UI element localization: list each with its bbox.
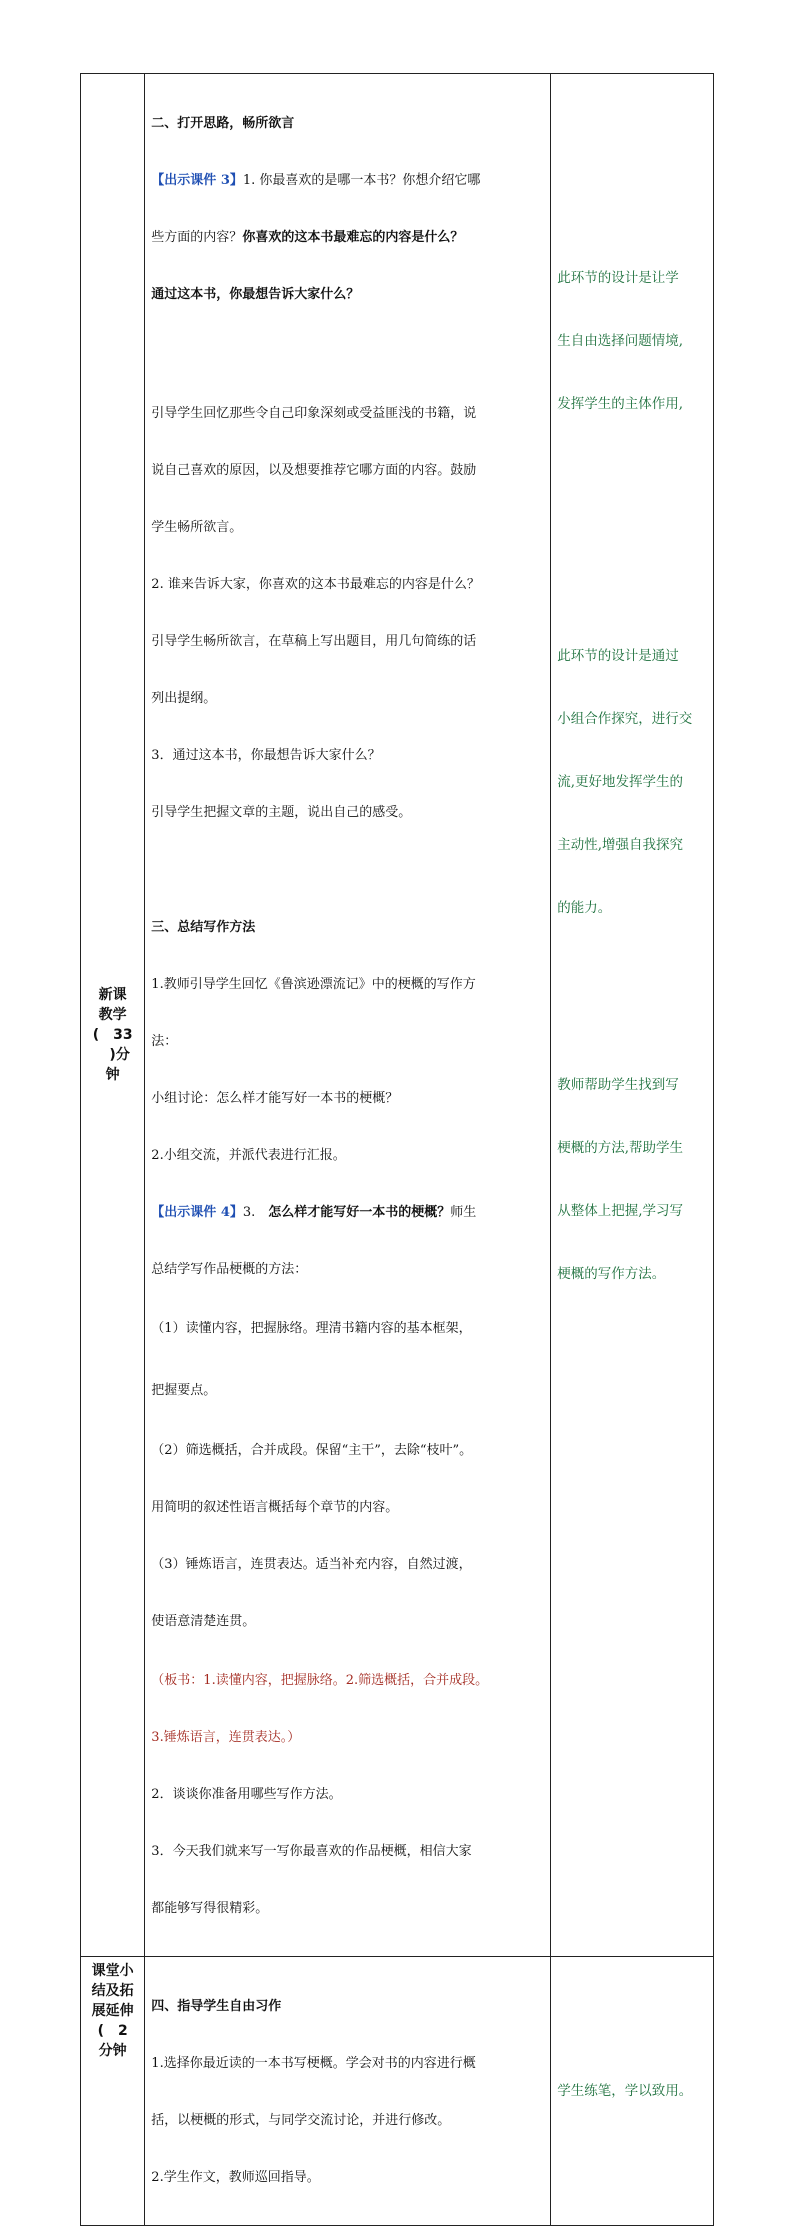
stage-cell-summary (81, 1957, 145, 2226)
courseware-tag: 【出示课件 3】 (151, 173, 243, 188)
paragraph-line: 2.小组交流，并派代表进行汇报。 (151, 1148, 346, 1163)
paragraph-line: 2. 谁来告诉大家，你喜欢的这本书最难忘的内容是什么？ (151, 577, 480, 592)
paragraph-line: 括，以梗概的形式，与同学交流讨论，并进行修改。 (151, 2113, 451, 2128)
note-line: 流,更好地发挥学生的 (557, 774, 684, 790)
content-cell-summary (145, 1957, 551, 2226)
blackboard-note: 3.锤炼语言，连贯表达。） (151, 1730, 301, 1745)
table-row (81, 1957, 714, 2226)
question-text: 些方面的内容？ (151, 230, 243, 245)
note-line: 此环节的设计是让学 (557, 270, 679, 286)
design-note-cell (551, 74, 714, 1957)
note-line: 生自由选择问题情境, (557, 333, 684, 349)
paragraph-line: 都能够写得很精彩。 (151, 1901, 269, 1916)
note-line: 梗概的写作方法。 (557, 1266, 666, 1282)
stage-duration: ( 2 (97, 2023, 128, 2039)
note-line: 主动性,增强自我探究 (557, 837, 684, 853)
question-bold: 通过这本书，你最想告诉大家什么？ (151, 287, 360, 302)
method-line: （2）筛选概括，合并成段。保留“主干”，去除“枝叶”。 (151, 1443, 473, 1458)
paragraph-line: 2.学生作文，教师巡回指导。 (151, 2170, 320, 2185)
paragraph-line: 3．今天我们就来写一写你最喜欢的作品梗概，相信大家 (151, 1844, 472, 1859)
design-note (557, 1003, 709, 1327)
section-heading: 四、指导学生自由习作 (151, 1999, 282, 2014)
section-heading: 二、打开思路，畅所欲言 (151, 116, 295, 131)
courseware-tag: 【出示课件 4】 (151, 1205, 243, 1220)
note-line: 小组合作探究，进行交 (557, 711, 693, 727)
paragraph-line: 小组讨论：怎么样才能写好一本书的梗概？ (151, 1091, 399, 1106)
design-note: 学生练笔，学以致用。 (557, 2082, 693, 2099)
design-note (557, 499, 709, 961)
lesson-plan-table (80, 73, 714, 2226)
question-text: 师生 (450, 1205, 477, 1220)
stage-label: 课堂小 (91, 1963, 134, 1979)
question-line (151, 171, 550, 190)
stage-label: 新课 (98, 987, 127, 1003)
method-line: 用简明的叙述性语言概括每个章节的内容。 (151, 1500, 399, 1515)
paragraph-line: 2．谈谈你准备用哪些写作方法。 (151, 1787, 342, 1802)
paragraph-line: 总结学写作品梗概的方法： (151, 1262, 308, 1277)
blackboard-note: （板书：1.读懂内容，把握脉络。2.筛选概括，合并成段。 (151, 1673, 489, 1688)
method-line: 使语意清楚连贯。 (151, 1614, 256, 1629)
method-line: （1）读懂内容，把握脉络。理清书籍内容的基本框架， (151, 1321, 472, 1336)
table-row (81, 74, 714, 1957)
question-line (151, 1203, 550, 1222)
question-bold: 怎么样才能写好一本书的梗概？ (268, 1205, 451, 1220)
stage-label: 展延伸 (91, 2003, 134, 2019)
note-line: 发挥学生的主体作用, (557, 396, 684, 412)
paragraph-line: 引导学生把握文章的主题，说出自己的感受。 (151, 805, 412, 820)
method-line: 把握要点。 (151, 1383, 217, 1398)
note-line: 的能力。 (557, 900, 612, 916)
note-line: 梗概的方法,帮助学生 (557, 1140, 684, 1156)
question-text: 1. 你最喜欢的是哪一本书？你想介绍它哪 (242, 173, 481, 188)
stage-duration: )分 (95, 1047, 130, 1063)
stage-label: 结及拓 (91, 1983, 134, 1999)
design-note-cell (551, 1957, 714, 2226)
method-line: （3）锤炼语言，连贯表达。适当补充内容，自然过渡， (151, 1557, 472, 1572)
stage-label: 钟 (105, 1067, 120, 1083)
question-line (151, 228, 550, 247)
question-bold: 你喜欢的这本书最难忘的内容是什么？ (242, 230, 464, 245)
content-cell-new-lesson (145, 74, 551, 1957)
paragraph-line: 1.教师引导学生回忆《鲁滨逊漂流记》中的梗概的写作方 (151, 977, 476, 992)
stage-label: 教学 (98, 1007, 127, 1023)
paragraph-line: 法： (151, 1034, 178, 1049)
paragraph-line: 学生畅所欲言。 (151, 520, 243, 535)
question-number: 3. (242, 1205, 269, 1220)
note-line: 此环节的设计是通过 (557, 648, 679, 664)
note-line: 从整体上把握,学习写 (557, 1203, 684, 1219)
design-note (557, 116, 709, 457)
paragraph-line: 说自己喜欢的原因，以及想要推荐它哪方面的内容。鼓励 (151, 463, 477, 478)
section-heading: 三、总结写作方法 (151, 920, 256, 935)
paragraph-line: 引导学生畅所欲言，在草稿上写出题目，用几句简练的话 (151, 634, 477, 649)
stage-duration: 分钟 (98, 2043, 127, 2059)
paragraph-line: 1.选择你最近读的一本书写梗概。学会对书的内容进行概 (151, 2056, 476, 2071)
paragraph-line: 列出提纲。 (151, 691, 217, 706)
note-line: 教师帮助学生找到写 (557, 1077, 679, 1093)
stage-duration: ( 33 (92, 1027, 133, 1043)
paragraph-line: 引导学生回忆那些令自己印象深刻或受益匪浅的书籍，说 (151, 406, 477, 421)
stage-cell-new-lesson (81, 74, 145, 1957)
paragraph-line: 3．通过这本书，你最想告诉大家什么？ (151, 748, 381, 763)
